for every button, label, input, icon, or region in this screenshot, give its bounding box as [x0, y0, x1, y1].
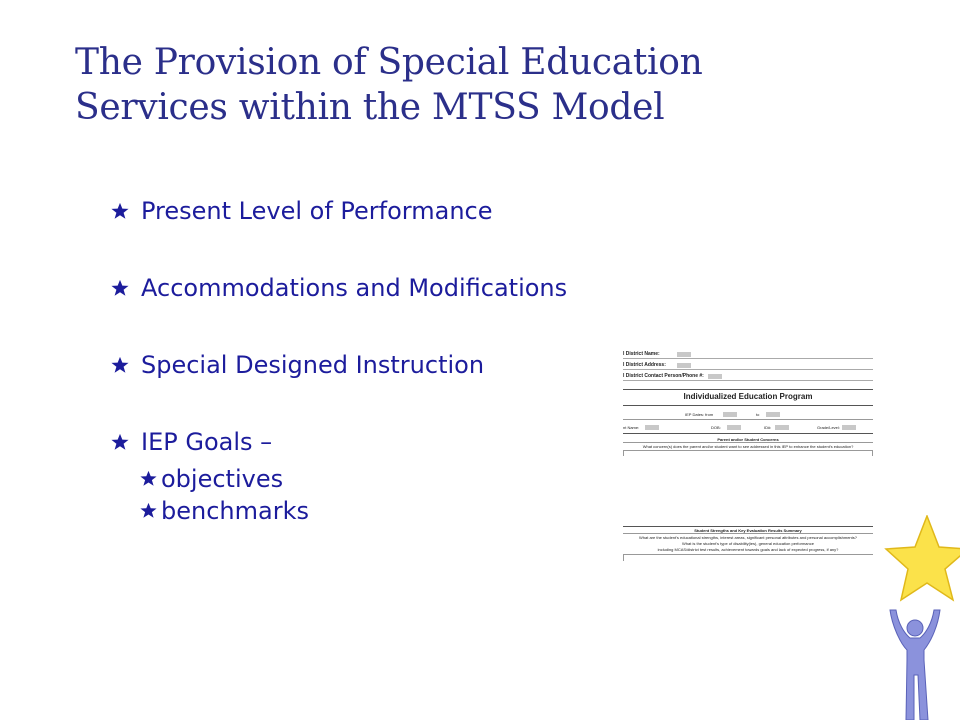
form-to: to: [756, 412, 760, 417]
slide-title: [75, 40, 835, 130]
form-field-box: [723, 412, 737, 417]
sub-bullet-label: objectives: [161, 465, 284, 493]
sub-bullet-objectives: [140, 463, 567, 495]
bullet-iep-goals: [111, 427, 567, 527]
sub-bullet-list: [140, 463, 567, 527]
bullet-label: Accommodations and Modifications: [141, 274, 568, 302]
slide-title-line-1: The Provision of Special Education: [75, 42, 703, 83]
form-divider: [623, 554, 873, 555]
sub-bullet-benchmarks: [140, 495, 567, 527]
sub-bullet-label: benchmarks: [161, 497, 309, 525]
form-field-box: [677, 363, 691, 368]
form-strengths-q3: including MCAS/district test results, achievement towards goals and lack of expected progress, if any?: [657, 547, 839, 552]
form-divider: [623, 369, 873, 370]
form-field-box: [645, 425, 659, 430]
form-divider: [623, 450, 873, 451]
form-district-name: l District Name:: [623, 351, 660, 357]
form-contact: l District Contact Person/Phone #:: [623, 373, 704, 379]
form-heading: Individualized Education Program: [683, 392, 813, 401]
star-bullet-icon: [111, 356, 129, 374]
form-divider: [623, 419, 873, 420]
star-bullet-icon: [140, 470, 157, 487]
form-divider: [623, 533, 873, 534]
form-field-box: [766, 412, 780, 417]
form-divider: [623, 433, 873, 434]
form-divider: [623, 526, 873, 527]
form-divider: [623, 380, 873, 381]
bullet-list: [111, 196, 567, 527]
form-divider: [623, 405, 873, 406]
form-border: [872, 450, 873, 456]
form-grade: Grade/Level:: [817, 425, 840, 430]
bullet-label: Special Designed Instruction: [141, 351, 485, 379]
form-dob: DOB:: [711, 425, 721, 430]
form-field-box: [727, 425, 741, 430]
bullet-label: Present Level of Performance: [141, 197, 493, 225]
form-strengths-q2: What is the student's type of disability(ies), general education performance: [682, 541, 814, 546]
bullet-label: IEP Goals –: [141, 428, 273, 456]
form-concerns-title: Parent and/or Student Concerns: [717, 437, 779, 442]
form-field-box: [842, 425, 856, 430]
form-iep-dates: IEP Dates: from: [685, 412, 714, 417]
iep-form-image: [623, 349, 873, 561]
form-divider: [623, 442, 873, 443]
form-strengths-title: Student Strengths and Key Evaluation Results Summary: [694, 528, 802, 533]
star-bullet-icon: [111, 279, 129, 297]
bullet-accommodations: [111, 273, 567, 303]
form-strengths-q1: What are the student's educational strengths, interest areas, significant personal attributes and personal accomplishments?: [639, 535, 857, 540]
form-field-box: [775, 425, 789, 430]
form-district-address: l District Address:: [623, 362, 666, 368]
slide-title-line-2: Services within the MTSS Model: [75, 87, 665, 128]
form-student-name: nt Name:: [623, 425, 640, 430]
star-bullet-icon: [111, 202, 129, 220]
form-border: [623, 554, 624, 561]
person-holding-star-icon: [862, 515, 960, 720]
form-concerns-question: What concern(s) does the parent and/or student want to see addressed in this IEP to enhance the student's education?: [642, 444, 854, 449]
star-bullet-icon: [111, 433, 129, 451]
form-divider: [623, 358, 873, 359]
form-id: ID#:: [764, 425, 772, 430]
bullet-designed-instruction: [111, 350, 567, 380]
form-border: [623, 450, 624, 456]
form-field-box: [677, 352, 691, 357]
bullet-present-level: [111, 196, 567, 226]
form-divider: [623, 389, 873, 390]
form-field-box: [708, 374, 722, 379]
star-bullet-icon: [140, 502, 157, 519]
